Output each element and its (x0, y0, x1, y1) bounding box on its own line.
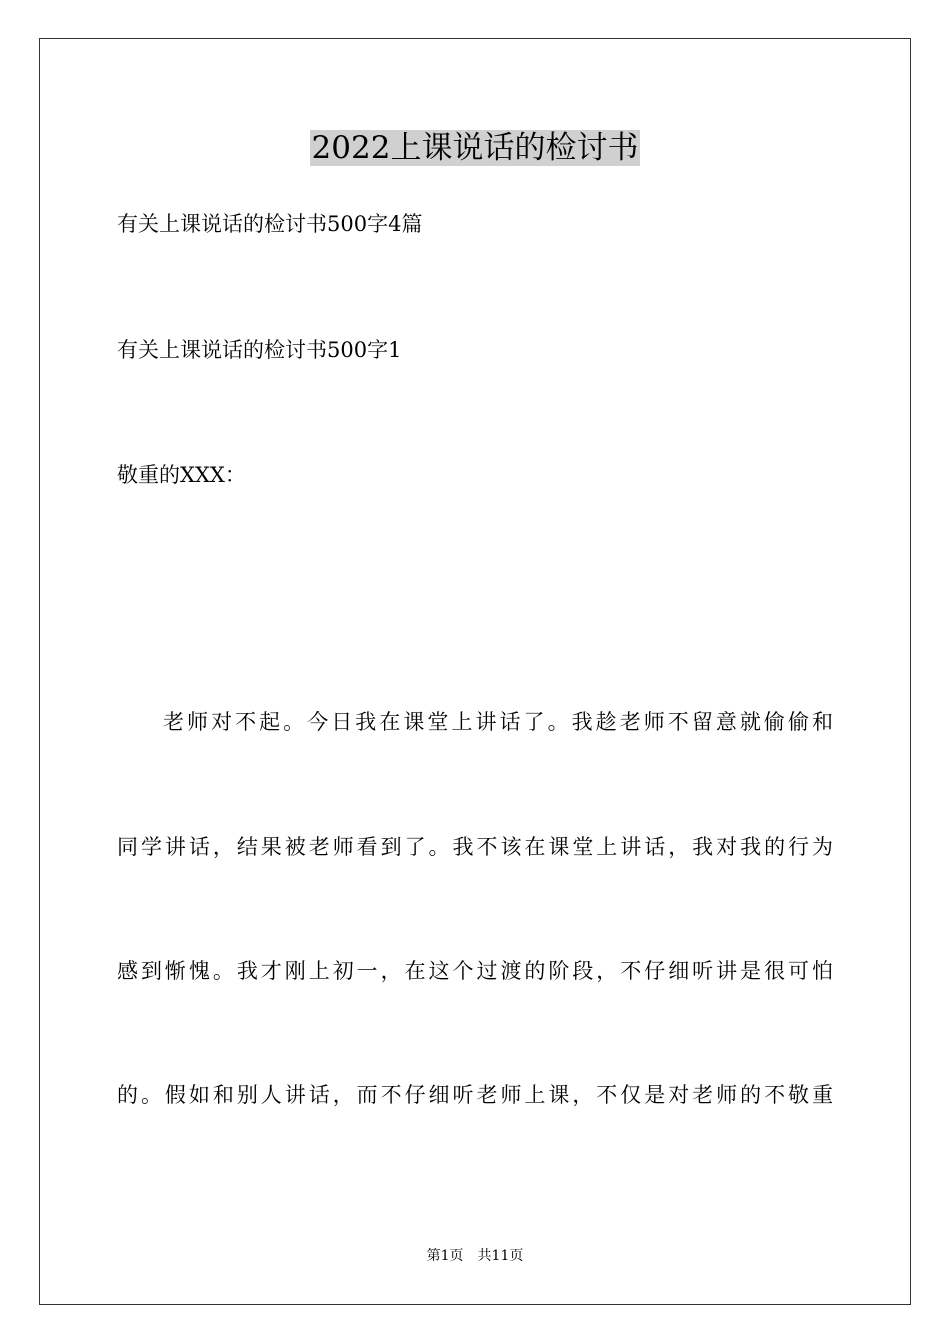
body-line: 老师对不起。今日我在课堂上讲话了。我趁老师不留意就偷偷和 (163, 710, 833, 734)
document-title-text: 2022上课说话的检讨书 (311, 130, 639, 166)
body-line: 同学讲话，结果被老师看到了。我不该在课堂上讲话，我对我的行为 (117, 835, 833, 859)
body-line: 的。假如和别人讲话，而不仔细听老师上课，不仅是对老师的不敬重 (117, 1083, 833, 1107)
document-title (0, 126, 950, 170)
document-subtitle: 有关上课说话的检讨书500字4篇 (117, 212, 423, 236)
page-number-footer: 第1页 共11页 (426, 1248, 524, 1264)
body-line: 感到惭愧。我才刚上初一，在这个过渡的阶段，不仔细听讲是很可怕 (117, 959, 833, 983)
section-heading: 有关上课说话的检讨书500字1 (117, 338, 402, 362)
salutation: 敬重的XXX： (117, 463, 246, 487)
